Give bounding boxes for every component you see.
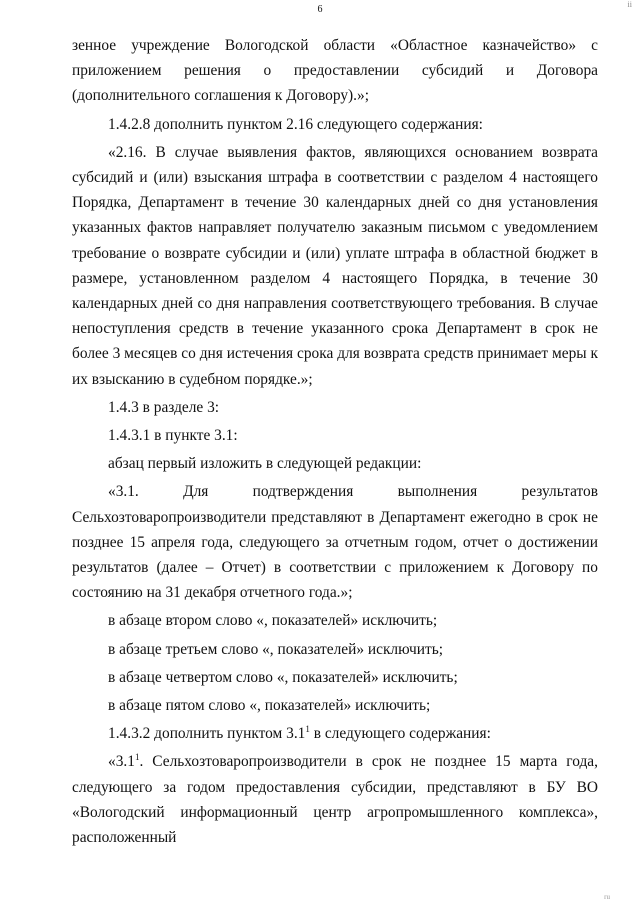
superscript-1: 1 — [134, 752, 140, 763]
paragraph-item-1-4-3: 1.4.3 в разделе 3: — [108, 398, 220, 416]
paragraph-abzac-2: в абзаце втором слово «, показателей» исключить; — [108, 612, 438, 630]
paragraph-quote-3-1: «3.1. Для подтверждения выполнения результатов Сельхозтоваропроизводители представляют в Департамент ежегодно в срок не позднее 15 апреля года, следующего за отчетным годом, отчет о достижении результатов (далее – Отчет) в соответствии с приложением к Договору по состоянию на 31 декабря отчетного года.»; — [72, 483, 598, 602]
paragraph-abzac-4: в абзаце четвертом слово «, показателей» исключить; — [108, 668, 458, 686]
superscript-1: 1 — [305, 724, 310, 735]
paragraph-quote-3-1-1 — [72, 749, 598, 850]
paragraph-continuation: зенное учреждение Вологодской области «Областное казначейство» с приложением решения о предоставлении субсидий и Договора (дополнительного соглашения к Договору).»; — [72, 37, 598, 105]
scan-corner-mark-bottom: ru — [604, 893, 610, 901]
paragraph-item-1-4-2-8: 1.4.2.8 дополнить пунктом 2.16 следующего содержания: — [108, 115, 483, 133]
paragraph-item-1-4-3-2-text: 1.4.3.2 дополнить пунктом 3.1 — [108, 725, 306, 743]
paragraph-quote-3-1-1-text: . Сельхозтоваропроизводители в срок не позднее 15 марта года, следующего за годом предоставления субсидии, представляют в БУ ВО «Вологодский информационный центр агропромышленного комплекса», расположенный — [72, 753, 598, 847]
scan-corner-mark: ii — [627, 0, 632, 9]
paragraph-first-abzac: абзац первый изложить в следующей редакции: — [108, 455, 422, 473]
paragraph-item-1-4-3-2-tail: в следующего содержания: — [309, 725, 491, 743]
paragraph-item-1-4-3-2 — [72, 721, 598, 746]
paragraph-quote-3-1-1-head: «3.1 — [108, 753, 135, 771]
document-body — [72, 33, 598, 850]
paragraph-abzac-3: в абзаце третьем слово «, показателей» исключить; — [108, 640, 444, 658]
page-number: 6 — [317, 4, 323, 15]
paragraph-quote-2-16: «2.16. В случае выявления фактов, являющихся основанием возврата субсидий и (или) взыскания штрафа в соответствии с разделом 4 настоящего Порядка, Департамент в течение 30 календарных дней со дня установления указанных фактов направляет получателю заказным письмом с уведомлением требование о возврате субсидии и (или) уплате штрафа в областной бюджет в размере, установленном разделом 4 настоящего Порядка, в течение 30 календарных дней со дня направления соответствующего требования. В случае непоступления средств в течение указанного срока Департамент в срок не более 3 месяцев со дня истечения срока для возврата средств принимает меры к их взысканию в судебном порядке.»; — [72, 143, 598, 388]
paragraph-item-1-4-3-1: 1.4.3.1 в пункте 3.1: — [108, 427, 238, 445]
paragraph-abzac-5: в абзаце пятом слово «, показателей» исключить; — [108, 697, 431, 715]
